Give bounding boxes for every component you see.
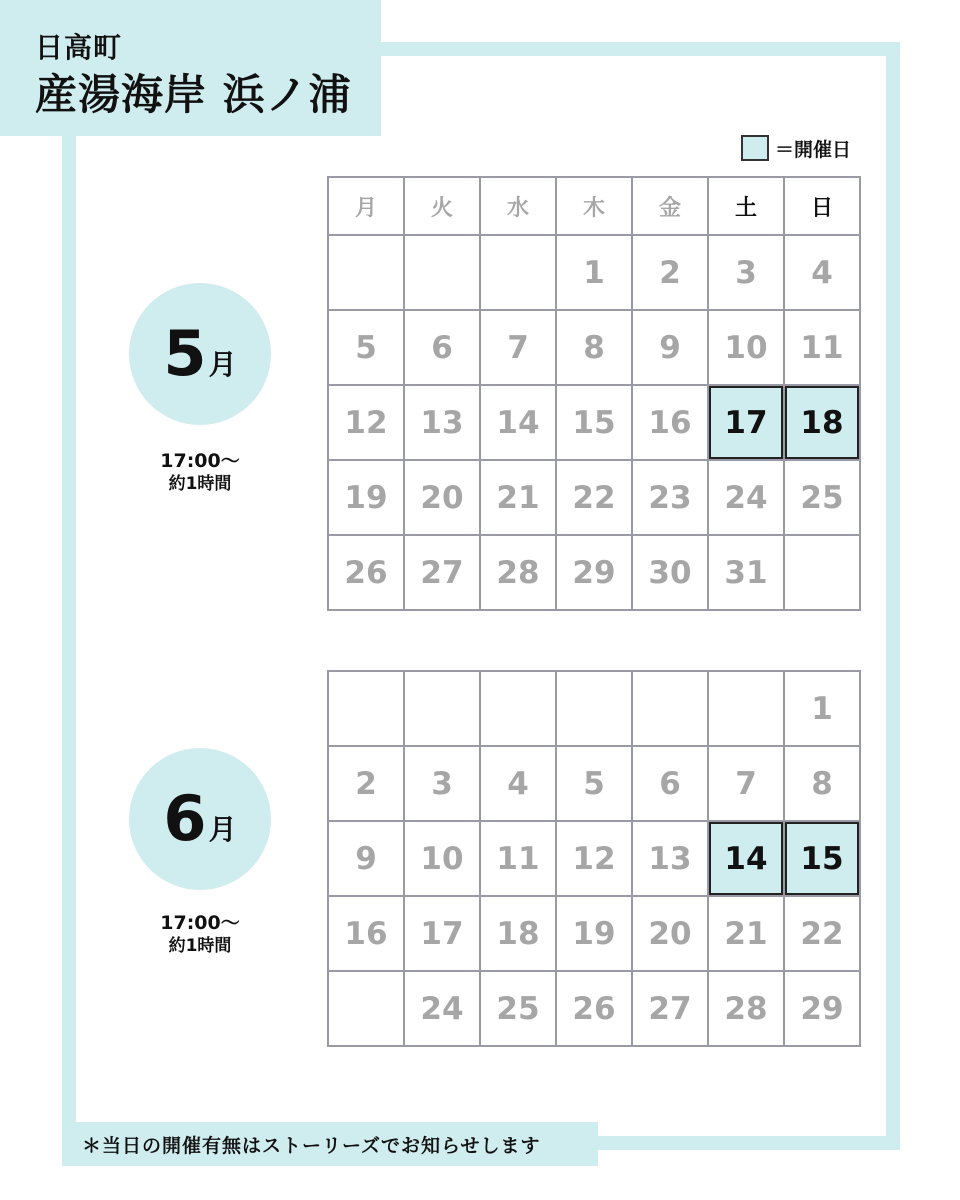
- event-day-cell: 14: [709, 822, 785, 897]
- day-cell: 20: [405, 461, 481, 536]
- legend-label: ＝開催日: [775, 138, 852, 161]
- june-duration: 約1時間: [168, 935, 232, 956]
- day-cell: 17: [405, 897, 481, 972]
- day-cell: 11: [481, 822, 557, 897]
- day-cell: 10: [405, 822, 481, 897]
- day-cell: 2: [633, 236, 709, 311]
- empty-day-cell: [329, 672, 405, 747]
- day-cell: 28: [481, 536, 557, 611]
- empty-day-cell: [405, 672, 481, 747]
- day-cell: 12: [557, 822, 633, 897]
- day-cell: 5: [557, 747, 633, 822]
- june-month-badge: [129, 748, 271, 890]
- day-cell: 20: [633, 897, 709, 972]
- day-cell: 15: [557, 386, 633, 461]
- weekday-header: 火: [405, 178, 481, 236]
- day-cell: 31: [709, 536, 785, 611]
- empty-day-cell: [557, 672, 633, 747]
- day-cell: 16: [633, 386, 709, 461]
- day-cell: 28: [709, 972, 785, 1047]
- june-start-time: 17:00〜: [160, 912, 240, 934]
- day-cell: 9: [633, 311, 709, 386]
- june-month-unit: 月: [208, 813, 237, 846]
- day-cell: 22: [785, 897, 861, 972]
- day-cell: 21: [709, 897, 785, 972]
- empty-day-cell: [405, 236, 481, 311]
- weekday-header: 木: [557, 178, 633, 236]
- day-cell: 3: [405, 747, 481, 822]
- day-cell: 11: [785, 311, 861, 386]
- empty-day-cell: [329, 236, 405, 311]
- day-cell: 12: [329, 386, 405, 461]
- day-cell: 29: [785, 972, 861, 1047]
- day-cell: 19: [329, 461, 405, 536]
- day-cell: 27: [633, 972, 709, 1047]
- town-name: 日高町: [35, 31, 123, 64]
- day-cell: 18: [481, 897, 557, 972]
- event-day-cell: 18: [785, 386, 861, 461]
- day-cell: 25: [785, 461, 861, 536]
- day-cell: 10: [709, 311, 785, 386]
- legend: [741, 133, 851, 163]
- day-cell: 16: [329, 897, 405, 972]
- day-cell: 8: [557, 311, 633, 386]
- day-cell: 7: [481, 311, 557, 386]
- empty-day-cell: [481, 236, 557, 311]
- day-cell: 3: [709, 236, 785, 311]
- empty-day-cell: [633, 672, 709, 747]
- weekday-header: 水: [481, 178, 557, 236]
- place-name: 産湯海岸 浜ノ浦: [35, 70, 352, 119]
- day-cell: 6: [405, 311, 481, 386]
- day-cell: 2: [329, 747, 405, 822]
- may-month-badge: [129, 283, 271, 425]
- day-cell: 30: [633, 536, 709, 611]
- title-box: [0, 0, 381, 136]
- day-cell: 5: [329, 311, 405, 386]
- may-duration: 約1時間: [168, 473, 232, 494]
- day-cell: 8: [785, 747, 861, 822]
- day-cell: 13: [633, 822, 709, 897]
- day-cell: 6: [633, 747, 709, 822]
- weekday-header: 月: [329, 178, 405, 236]
- may-month-number: 5: [163, 317, 207, 390]
- day-cell: 19: [557, 897, 633, 972]
- footer-note: ＊当日の開催有無はストーリーズでお知らせします: [62, 1122, 598, 1166]
- empty-day-cell: [709, 672, 785, 747]
- day-cell: 29: [557, 536, 633, 611]
- june-month-number: 6: [163, 782, 207, 855]
- weekday-header: 金: [633, 178, 709, 236]
- day-cell: 22: [557, 461, 633, 536]
- day-cell: 26: [329, 536, 405, 611]
- day-cell: 24: [405, 972, 481, 1047]
- day-cell: 4: [481, 747, 557, 822]
- event-day-cell: 17: [709, 386, 785, 461]
- day-cell: 26: [557, 972, 633, 1047]
- day-cell: 7: [709, 747, 785, 822]
- june-calendar: [327, 670, 861, 1047]
- day-cell: 27: [405, 536, 481, 611]
- may-start-time: 17:00〜: [160, 450, 240, 472]
- day-cell: 23: [633, 461, 709, 536]
- day-cell: 14: [481, 386, 557, 461]
- empty-day-cell: [329, 972, 405, 1047]
- legend-swatch: [741, 135, 769, 161]
- day-cell: 24: [709, 461, 785, 536]
- empty-day-cell: [481, 672, 557, 747]
- may-month-unit: 月: [208, 348, 237, 381]
- may-calendar: [327, 176, 861, 611]
- empty-day-cell: [785, 536, 861, 611]
- day-cell: 13: [405, 386, 481, 461]
- day-cell: 1: [785, 672, 861, 747]
- weekday-header: 土: [709, 178, 785, 236]
- day-cell: 9: [329, 822, 405, 897]
- june-time-info: [120, 912, 280, 957]
- day-cell: 4: [785, 236, 861, 311]
- may-time-info: [120, 450, 280, 495]
- day-cell: 25: [481, 972, 557, 1047]
- weekday-header: 日: [785, 178, 861, 236]
- day-cell: 1: [557, 236, 633, 311]
- day-cell: 21: [481, 461, 557, 536]
- event-day-cell: 15: [785, 822, 861, 897]
